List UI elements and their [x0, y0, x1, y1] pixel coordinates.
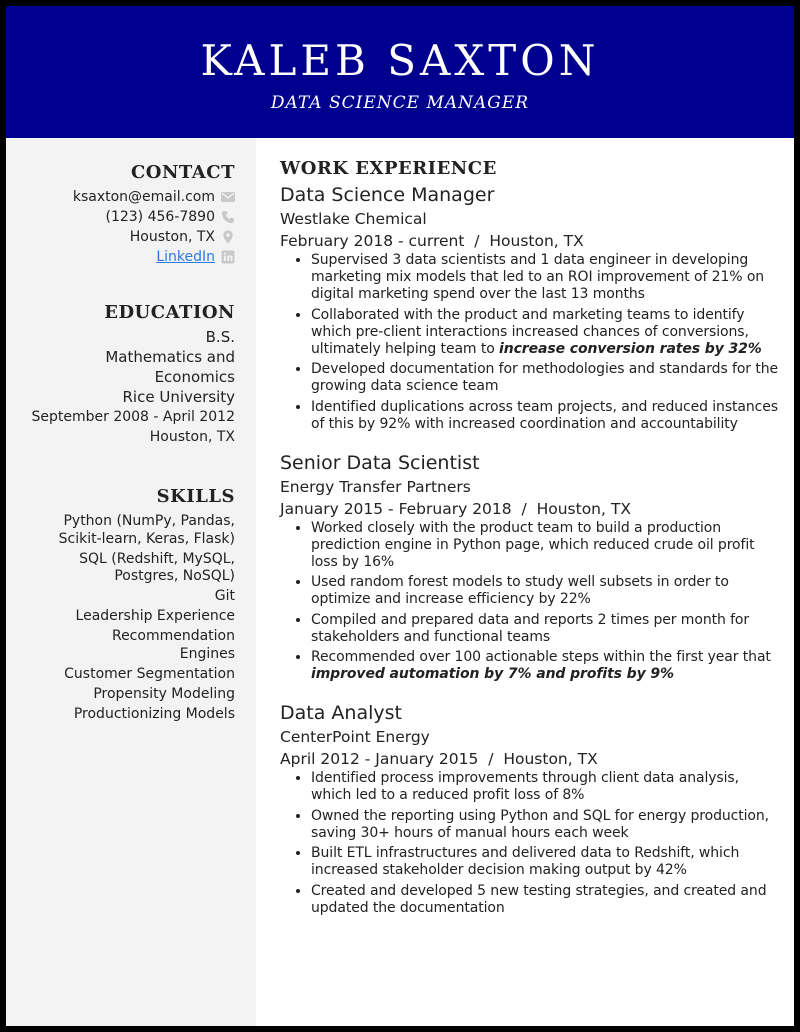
bullet-item	[311, 770, 780, 804]
skills-heading: SKILLS	[156, 486, 235, 507]
bullet-text: Owned the reporting using Python and SQL for energy production, saving 30+ hours of manual hours each week	[311, 807, 770, 841]
bullet-text: Compiled and prepared data and reports 2 times per month for stakeholders and functional teams	[311, 611, 750, 645]
skill-item	[59, 706, 235, 724]
skill-item	[59, 666, 235, 684]
skill-line: Recommendation	[111, 628, 235, 644]
bullet-item	[311, 883, 780, 917]
education-dates: September 2008 - April 2012	[31, 409, 235, 425]
job-entry	[280, 700, 780, 917]
skill-line: Leadership Experience	[75, 608, 235, 624]
bullet-text: Built ETL infrastructures and delivered data to Redshift, which increased stakeholder decision making output by 42%	[311, 845, 740, 878]
education-degree: B.S.	[205, 328, 235, 346]
skill-line: Scikit-learn, Keras, Flask)	[58, 530, 235, 547]
bullet-item	[311, 574, 780, 608]
job-dates-location: April 2012 - January 2015 / Houston, TX	[280, 750, 598, 768]
bullet-item	[311, 307, 780, 358]
linkedin-link[interactable]: LinkedIn	[156, 249, 215, 265]
job-company: Westlake Chemical	[280, 210, 427, 228]
bullet-text: Created and developed 5 new testing strategies, and created and updated the documentation	[311, 882, 767, 916]
job-bullets	[280, 770, 780, 917]
skills-section	[59, 486, 235, 726]
bullet-text: Used random forest models to study well subsets in order to optimize and increase efficiency by 22%	[311, 574, 729, 607]
candidate-title: DATA SCIENCE MANAGER	[270, 93, 530, 113]
education-location: Houston, TX	[149, 429, 235, 445]
bullet-text: Identified duplications across team projects, and reduced instances of this by 92% with increased coordination and accountability	[311, 398, 778, 432]
resume-header	[6, 6, 794, 138]
bullet-item	[311, 399, 780, 433]
map-pin-icon	[221, 230, 235, 244]
bullet-item	[311, 649, 780, 683]
bullet-text: Collaborated with the product and marketing teams to identify which pre-client interactions increased chances of conversions, ultimately helping team to	[311, 306, 749, 357]
skill-line: Propensity Modeling	[93, 685, 235, 702]
skill-item	[59, 628, 235, 663]
job-bullets	[280, 520, 780, 684]
skill-line: Customer Segmentation	[64, 665, 235, 682]
job-entry	[280, 450, 780, 684]
education-major-line-1: Mathematics and	[105, 348, 235, 366]
phone-icon	[221, 210, 235, 224]
bullet-item	[311, 808, 780, 842]
bullet-text: Developed documentation for methodologies and standards for the growing data science team	[311, 361, 778, 394]
education-school: Rice University	[122, 388, 235, 406]
phone-text: (123) 456-7890	[105, 209, 215, 225]
skill-item	[59, 588, 235, 606]
job-title: Senior Data Scientist	[280, 451, 480, 474]
job-dates-location: January 2015 - February 2018 / Houston, TX	[280, 499, 631, 518]
skill-line: Git	[214, 588, 235, 604]
job-dates: February 2018 - current	[280, 232, 465, 250]
skill-line: Engines	[179, 645, 235, 662]
skill-line: Postgres, NoSQL)	[114, 568, 235, 584]
job-dates: January 2015 - February 2018	[280, 499, 512, 518]
bullet-item	[311, 845, 780, 879]
bullet-item	[311, 520, 780, 571]
candidate-name: KALEB SAXTON	[200, 36, 600, 85]
job-entry	[280, 182, 780, 433]
envelope-icon	[221, 190, 235, 204]
job-location: Houston, TX	[536, 499, 631, 518]
job-company: Energy Transfer Partners	[280, 477, 471, 496]
job-dates: April 2012 - January 2015	[280, 750, 479, 768]
bullet-highlight: improved automation by 7% and profits by 9%	[311, 666, 674, 682]
bullet-highlight: increase conversion rates by 32%	[499, 340, 762, 357]
job-dates-location: February 2018 - current / Houston, TX	[280, 232, 584, 250]
email-text: ksaxton@email.com	[72, 189, 215, 205]
education-major-line-2: Economics	[154, 368, 235, 386]
bullet-item	[311, 252, 780, 303]
job-location: Houston, TX	[489, 232, 584, 250]
skill-item	[59, 608, 235, 626]
main-column	[280, 156, 780, 934]
skill-item	[59, 551, 235, 586]
job-location: Houston, TX	[503, 750, 598, 768]
contact-location	[73, 227, 235, 247]
bullet-text: Recommended over 100 actionable steps within the first year that	[311, 649, 771, 665]
job-company: CenterPoint Energy	[280, 728, 430, 746]
contact-section	[73, 162, 235, 267]
bullet-text: Worked closely with the product team to build a production prediction engine in Python page, which reduced crude oil profit loss by 16%	[311, 519, 755, 570]
education-heading: EDUCATION	[104, 302, 235, 323]
skill-line: Productionizing Models	[73, 705, 235, 722]
location-text: Houston, TX	[129, 229, 215, 245]
skill-item	[59, 686, 235, 704]
sidebar	[6, 138, 256, 1026]
job-title: Data Science Manager	[280, 184, 495, 206]
education-section	[32, 302, 236, 447]
contact-email	[73, 187, 235, 207]
contact-phone	[73, 207, 235, 227]
job-bullets	[280, 252, 780, 433]
job-title: Data Analyst	[280, 702, 402, 724]
work-experience-heading: WORK EXPERIENCE	[280, 158, 497, 179]
skill-item	[59, 513, 235, 548]
bullet-text: Supervised 3 data scientists and 1 data engineer in developing marketing mix models that led to an ROI improvement of 21% on digital marketing spend over the last 13 months	[311, 252, 765, 302]
skill-line: Python (NumPy, Pandas,	[63, 513, 235, 529]
skill-line: SQL (Redshift, MySQL,	[79, 550, 235, 567]
bullet-text: Identified process improvements through client data analysis, which led to a reduced profit loss of 8%	[311, 770, 739, 803]
contact-linkedin	[73, 247, 235, 267]
resume-page	[6, 6, 794, 1026]
bullet-item	[311, 361, 780, 395]
bullet-item	[311, 612, 780, 646]
linkedin-icon	[221, 250, 235, 264]
contact-heading: CONTACT	[130, 162, 235, 183]
